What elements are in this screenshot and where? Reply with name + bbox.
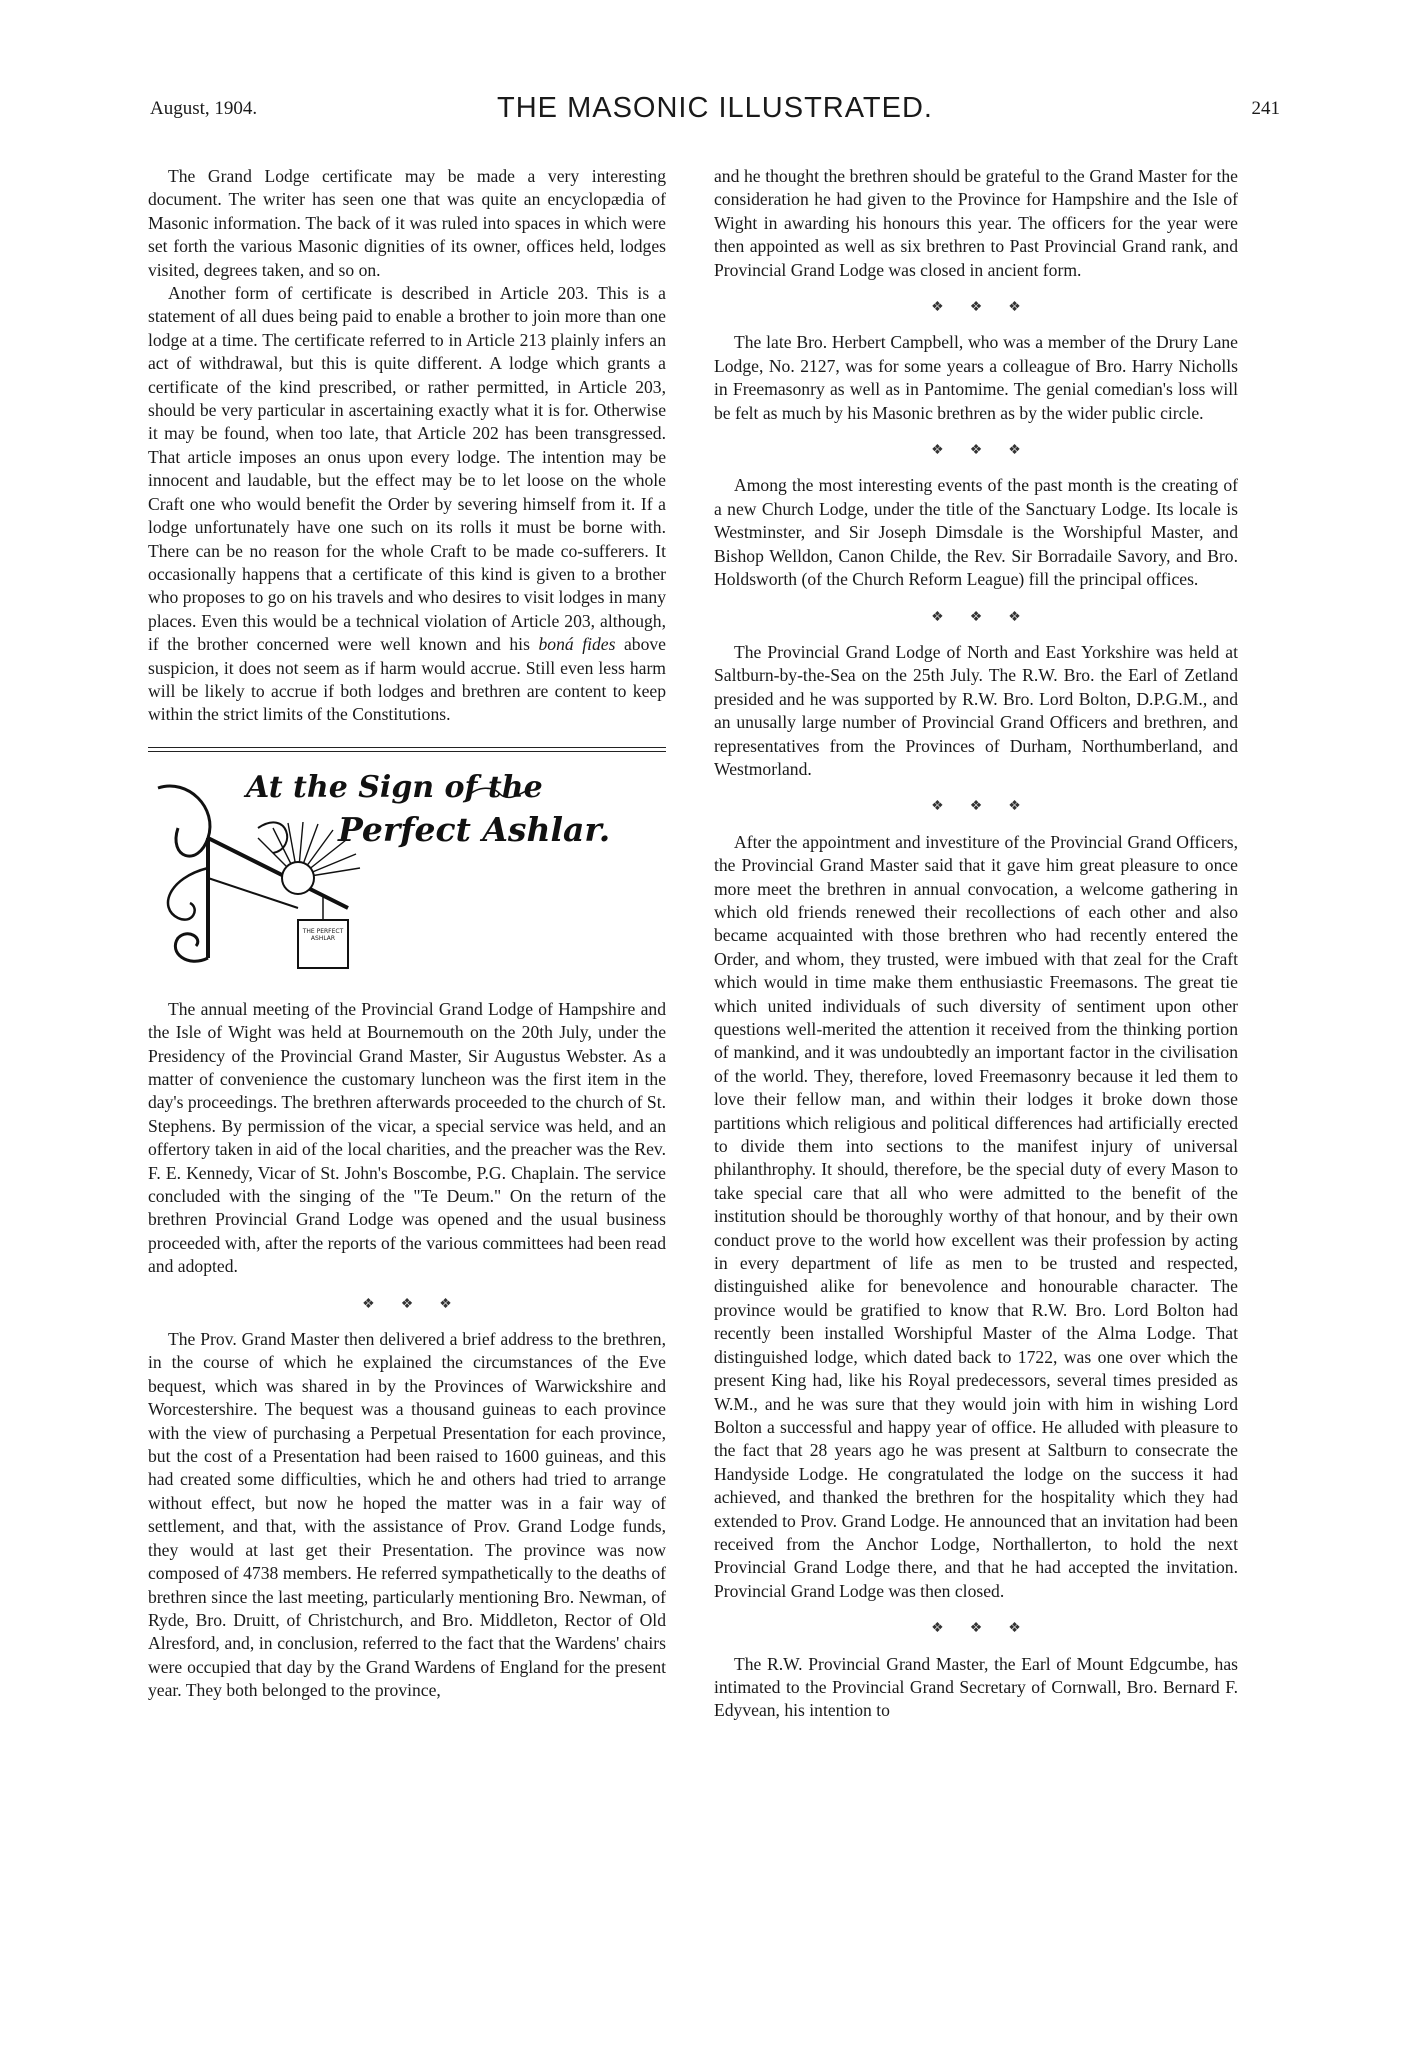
ashlar-box-label: THE PERFECT ASHLAR	[302, 927, 344, 942]
paragraph: The annual meeting of the Provincial Grand Lodge of Hampshire and the Isle of Wight was held at Bournemouth on the 20th July, under the Presidency of the Provincial Grand Master, Sir Augustus Webster. As a matter of convenience the customary luncheon was the first item in the day's proceedings. The brethren afterwards proceeded to the church of St. Stephens. By permission of the vicar, a special service was held, and an offertory taken in aid of the local charities, and the preacher was the Rev. F. E. Kennedy, Vicar of St. John's Boscombe, P.G. Chaplain. The service concluded with the singing of the "Te Deum." On the return of the brethren Provincial Grand Lodge was opened and the usual business proceeded with, after the reports of the various committees had been read and adopted.	[148, 998, 666, 1277]
page-header	[150, 92, 1280, 132]
right-column	[714, 165, 1238, 1723]
section-divider	[148, 747, 666, 752]
masthead-title: THE MASONIC ILLUSTRATED.	[497, 92, 933, 124]
paragraph: Among the most interesting events of the past month is the creating of a new Church Lodge, under the title of the Sanctuary Lodge. Its locale is Westminster, and Sir Joseph Dimsdale is the Worshipful Master, and Bishop Welldon, Canon Childe, the Rev. Sir Borradaile Savory, and Bro. Holdsworth (of the Church Reform League) fill the principal offices.	[714, 475, 1238, 590]
page-number: 241	[1251, 98, 1280, 119]
ornament-icon: ❖❖❖	[931, 1621, 1047, 1637]
column-heading-line2: Perfect Ashlar.	[338, 809, 611, 849]
ornament-icon: ❖❖❖	[931, 300, 1047, 316]
ornament-icon: ❖❖❖	[931, 443, 1047, 459]
italic-phrase: boná fides	[538, 634, 616, 655]
paragraph: The Provincial Grand Lodge of North and East Yorkshire was held at Saltburn-by-the-Sea on the 25th July. The R.W. Bro. the Earl of Zetland presided and he was supported by R.W. Bro. Lord Bolton, D.P.G.M., and an unusally large number of Provincial Grand Officers and brethren, and representatives from the Provinces of Durham, Northumberland, and Westmorland.	[714, 641, 1238, 779]
paragraph: The R.W. Provincial Grand Master, the Earl of Mount Edgcumbe, has intimated to the Provincial Grand Secretary of Cornwall, Bro. Bernard F. Edyvean, his intention to	[714, 1653, 1238, 1721]
column-heading-line1: At the Sign of the	[246, 769, 543, 805]
ornament-icon: ❖❖❖	[931, 799, 1047, 815]
issue-date: August, 1904.	[150, 98, 258, 119]
paragraph: Another form of certificate is described in Article 203. This is a statement of all dues being paid to enable a brother to join more than one lodge at a time. The certificate referred to in Article 213 plainly infers an act of withdrawal, but this is quite different. A lodge which grants a certificate of the kind prescribed, or rather permitted, in Article 203, should be very particular in ascertaining exactly what it is for. Otherwise it may be found, when too late, that Article 202 has been transgressed. That article imposes an onus upon every lodge. The intention may be innocent and laudable, but the effect may be to let loose on the whole Craft one who would benefit the Order by severing himself from it. If a lodge unfortunately have one such on its rolls it must be borne with. There can be no reason for the whole Craft to be made co-sufferers. It occasionally happens that a certificate of this kind is given to a brother who proposes to go on his travels and who desires to visit lodges in many places. Even this would be a technical violation of Article 203, although, if the brother concerned were well known and his boná fides above suspicion, it does not seem as if harm would accrue. Still even less harm will be likely to accrue if both lodges and brethren are content to keep within the strict limits of the Constitutions.	[148, 283, 666, 725]
paragraph: After the appointment and investiture of the Provincial Grand Officers, the Provincial Grand Master said that it gave him great pleasure to once more meet the brethren in annual convocation, a welcome gathering in which old friends renewed their recollections of each other and also became acquainted with those brethren who had recently entered the Order, and whom, they trusted, were imbued with that zeal for the Craft which would in time make them enthusiastic Freemasons. The great tie which united individuals of such diversity of sentiment upon other questions well-merited the attention it received from the thinking portion of mankind, and it was undoubtedly an important factor in the civilisation of the world. They, therefore, loved Freemasonry because it led them to love their fellow man, and within their lodges it broke down those partitions which religious and political differences had artificially erected to divide them into sections to the manifest injury of universal philanthrophy. It should, therefore, be the special duty of every Mason to take special care that all who were admitted to the benefit of the institution should be thoroughly worthy of that honour, and by their own conduct prove to the world how excellent was their profession by acting in every department of life as men to be trusted and respected, distinguished alike for benevolence and honourable character. The province would be gratified to know that R.W. Bro. Lord Bolton had recently been installed Worshipful Master of the Alma Lodge. That distinguished lodge, which dated back to 1722, was one over which the present King had, like his Royal predecessors, several times presided as W.M., and he was sure that they would join with him in wishing Lord Bolton a successful and happy year of office. He alluded with pleasure to the fact that 28 years ago he was present at Saltburn to consecrate the Handyside Lodge. He congratulated the lodge on the success it had achieved, and thanked the brethren for the hospitality which they had extended to Prov. Grand Lodge. He announced that an invitation had been received from the Anchor Lodge, Northallerton, to hold the next Provincial Grand Lodge there, and that he had accepted the invitation. Provincial Grand Lodge was then closed.	[714, 831, 1238, 1601]
paragraph: and he thought the brethren should be grateful to the Grand Master for the consideration he had given to the Province for Hampshire and the Isle of Wight in awarding his honours this year. The officers for the year were then appointed as well as six brethren to Past Provincial Grand rank, and Provincial Grand Lodge was closed in ancient form.	[714, 166, 1238, 280]
paragraph: The Prov. Grand Master then delivered a brief address to the brethren, in the course of which he explained the circumstances of the Eve bequest, which was shared in by the Provinces of Warwickshire and Worcestershire. The bequest was a thousand guineas to each province with the view of purchasing a Perpetual Presentation for each province, but the cost of a Presentation had been raised to 1600 guineas, and this had created some difficulties, which he and others had tried to arrange without effect, but now he hoped the matter was in a fair way of settlement, and that, with the assistance of Prov. Grand Lodge funds, they would at last get their Presentation. The province was now composed of 4738 members. He referred sympathetically to the deaths of brethren since the last meeting, particularly mentioning Bro. Newman, of Ryde, Bro. Druitt, of Christchurch, and Bro. Middleton, Rector of Old Alresford, and, in conclusion, referred to the fact that the Wardens' chairs were occupied that day by the Grand Wardens of England for the present year. They both belonged to the province,	[148, 1329, 666, 1701]
left-column	[148, 165, 666, 1703]
paragraph: The Grand Lodge certificate may be made a very interesting document. The writer has seen one that was quite an encyclopædia of Masonic information. The back of it was ruled into spaces in which were set forth the various Masonic dignities of its owner, offices held, lodges visited, degrees taken, and so on.	[148, 166, 666, 280]
ornament-icon: ❖❖❖	[931, 609, 1047, 625]
paragraph: The late Bro. Herbert Campbell, who was a member of the Drury Lane Lodge, No. 2127, was for some years a colleague of Bro. Harry Nicholls in Freemasonry as well as in Pantomime. The genial comedian's loss will be felt as much by his Masonic brethren as by the wider public circle.	[714, 332, 1238, 423]
ornament-icon: ❖❖❖	[362, 1296, 478, 1312]
ashlar-emblem-icon	[148, 768, 666, 978]
